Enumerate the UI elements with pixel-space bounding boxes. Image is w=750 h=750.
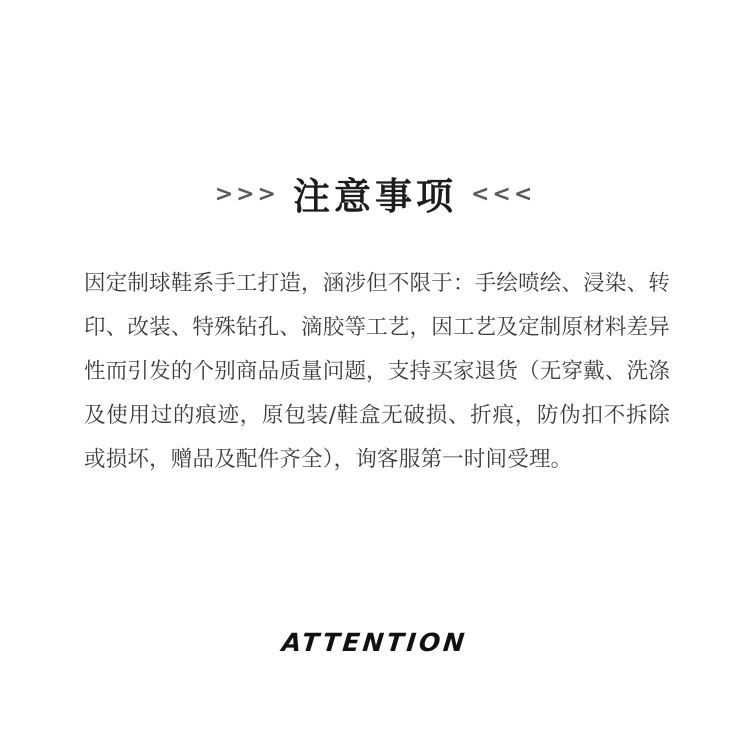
page-title-text: 注意事项 xyxy=(293,175,457,218)
right-chevron-icon: <<< xyxy=(471,182,536,207)
page-title xyxy=(0,175,750,218)
notice-paragraph: 因定制球鞋系手工打造，涵涉但不限于：手绘喷绘、浸染、转印、改装、特殊钻孔、滴胶等工艺，因工艺及定制原材料差异性而引发的个别商品质量问题，支持买家退货（无穿戴、洗涤及使用过的痕迹，原包装/鞋盒无破损、折痕，防伪扣不拆除或损坏，赠品及配件齐全），询客服第一时间受理。 xyxy=(84,271,670,472)
footer xyxy=(0,628,750,657)
left-chevron-icon: >>> xyxy=(214,182,279,207)
footer-label: ATTENTION xyxy=(280,628,470,657)
